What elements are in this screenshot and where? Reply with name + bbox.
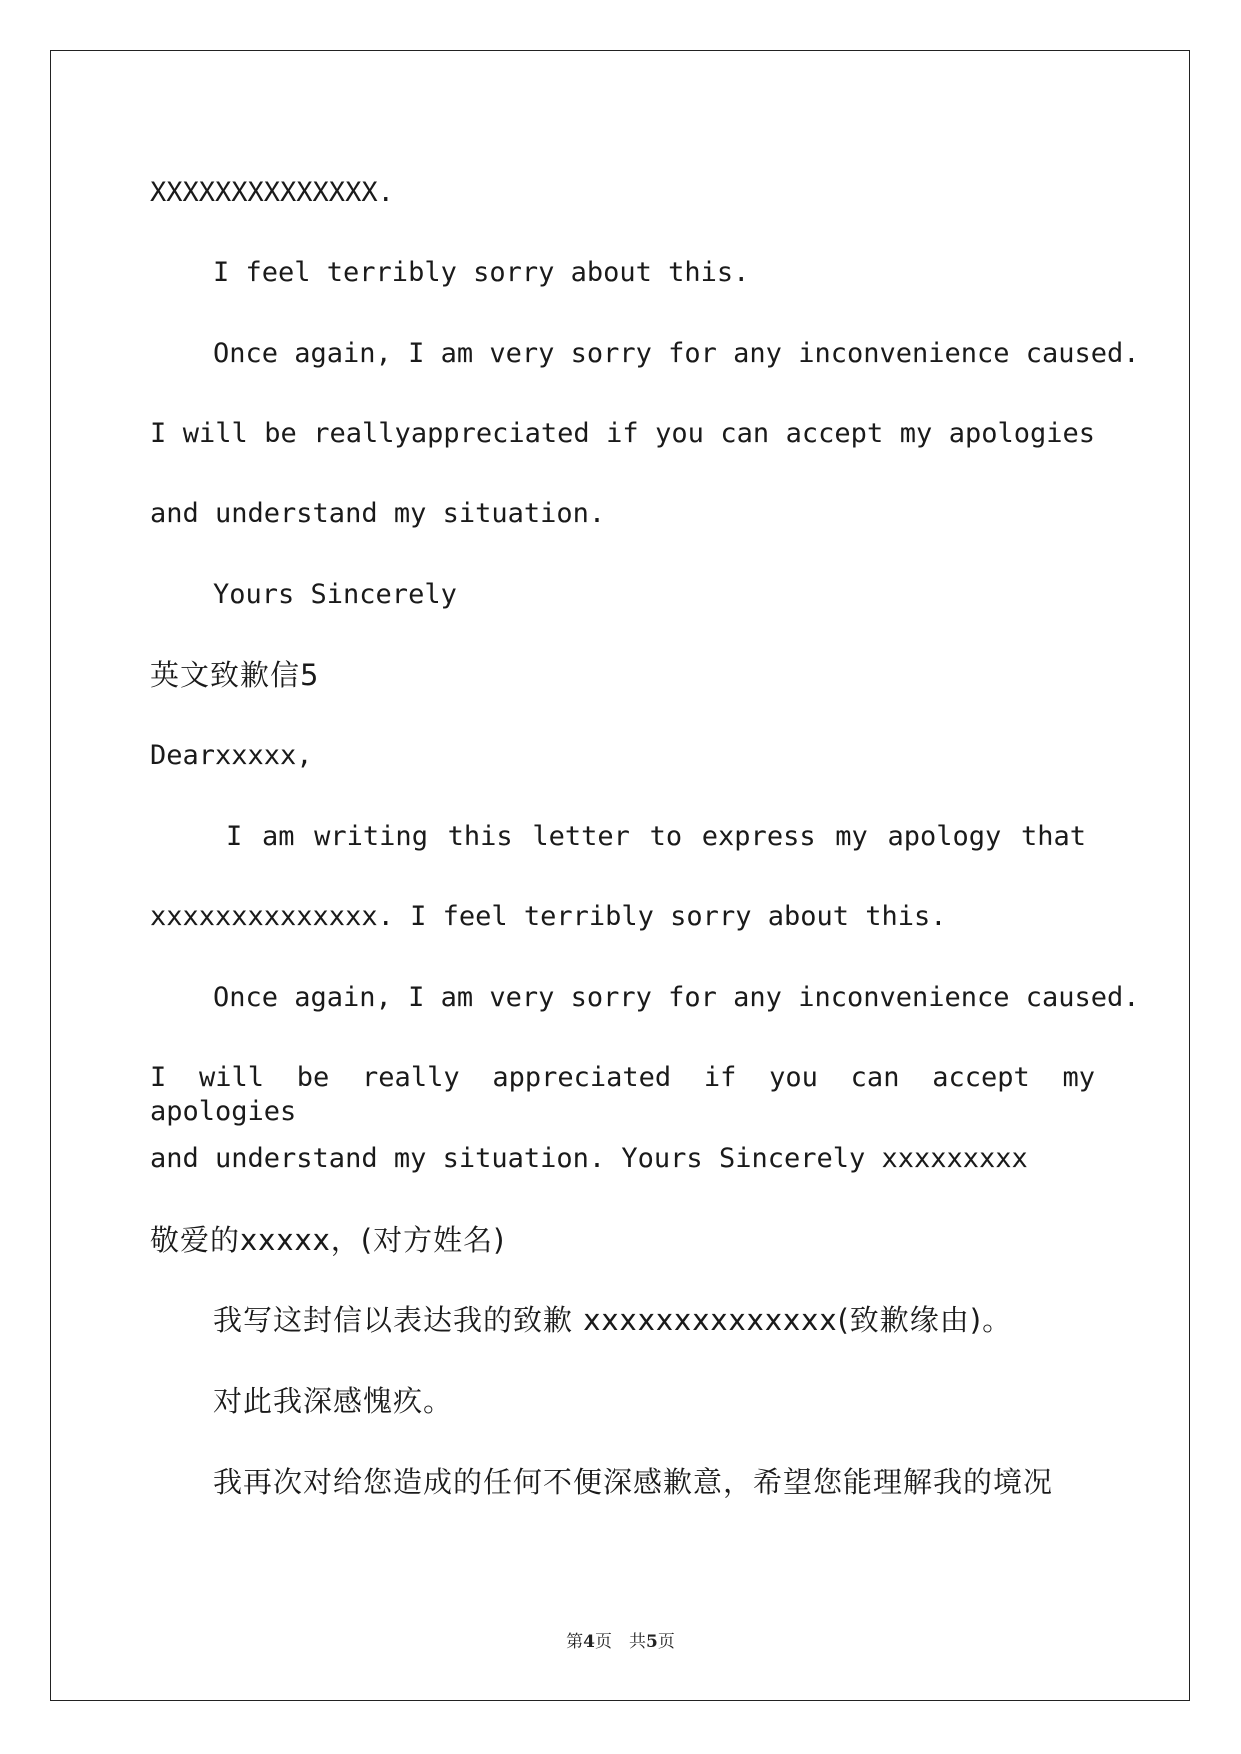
footer-total-pages: 5 [646, 1632, 658, 1652]
text-line-3: Once again, I am very sorry for any inconvenience caused. [213, 338, 1140, 369]
text-line-4: I will be reallyappreciated if you can accept my apologies [150, 418, 1095, 449]
footer-prefix: 第 [566, 1632, 584, 1652]
text-line-16: 对此我深感愧疚。 [213, 1384, 454, 1418]
footer-page-number: 4 [583, 1632, 595, 1652]
text-line-17: 我再次对给您造成的任何不便深感歉意，希望您能理解我的境况 [213, 1465, 1054, 1499]
text-line-12: I will be really appreciated if you can accept my apologies [150, 1062, 1095, 1127]
page-footer [0, 1627, 1241, 1652]
footer-middle: 页 共 [595, 1632, 646, 1652]
text-line-14: 敬爱的xxxxx，(对方姓名) [150, 1223, 506, 1257]
text-line-8: Dearxxxxx, [150, 740, 313, 771]
text-line-5: and understand my situation. [150, 498, 606, 529]
footer-suffix: 页 [657, 1632, 675, 1652]
page-frame [50, 50, 1190, 1701]
text-line-1: XXXXXXXXXXXXXX. [150, 177, 394, 208]
text-line-15: 我写这封信以表达我的致歉 xxxxxxxxxxxxxx(致歉缘由)。 [213, 1303, 1013, 1337]
section-heading: 英文致歉信5 [150, 658, 320, 692]
text-line-2: I feel terribly sorry about this. [213, 257, 750, 288]
text-line-9: I am writing this letter to express my apology that [226, 821, 1086, 852]
text-line-11: Once again, I am very sorry for any inconvenience caused. [213, 982, 1140, 1013]
text-line-13: and understand my situation. Yours Sincerely xxxxxxxxx [150, 1143, 1028, 1174]
text-line-6: Yours Sincerely [213, 579, 457, 610]
text-line-10: xxxxxxxxxxxxxx. I feel terribly sorry about this. [150, 901, 947, 932]
